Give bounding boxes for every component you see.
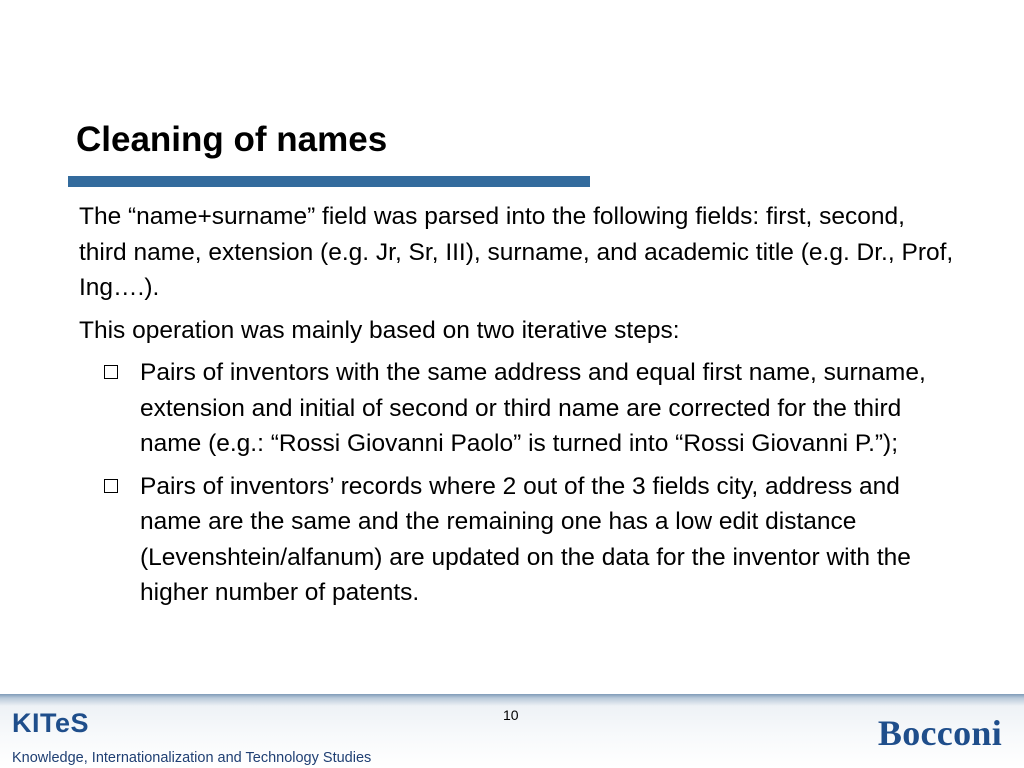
bullet-text-2: Pairs of inventors’ records where 2 out of the 3 fields city, address and name are the same and the remaining one has a low edit distance (Levenshtein/alfanum) are updated on the data for the inventor with the higher number of patents. <box>140 472 911 606</box>
bullet-item-1 <box>103 355 948 462</box>
bullet-text-1: Pairs of inventors with the same address and equal first name, surname, extension and initial of second or third name are corrected for the third name (e.g.: “Rossi Giovanni Paolo” is turned into “Rossi Giovanni P.”); <box>140 359 926 457</box>
slide-body <box>79 199 959 618</box>
kites-logo: KITeS <box>12 708 90 738</box>
slide-title: Cleaning of names <box>76 120 388 159</box>
kites-subtitle: Knowledge, Internationalization and Technology Studies <box>12 750 372 766</box>
hollow-square-bullet-icon <box>104 479 118 493</box>
bullet-list <box>79 355 959 611</box>
hollow-square-bullet-icon <box>104 365 118 379</box>
body-paragraph-1: The “name+surname” field was parsed into the following fields: first, second, third name, extension (e.g. Jr, Sr, III), surname, and academic title (e.g. Dr., Prof, Ing….). <box>79 203 954 301</box>
bocconi-logo: Bocconi <box>877 713 1002 753</box>
title-underline-bar <box>68 176 590 187</box>
bullet-item-2 <box>103 469 948 611</box>
body-paragraph-2: This operation was mainly based on two iterative steps: <box>79 316 680 344</box>
page-number: 10 <box>503 707 519 723</box>
slide-footer <box>0 694 1024 768</box>
